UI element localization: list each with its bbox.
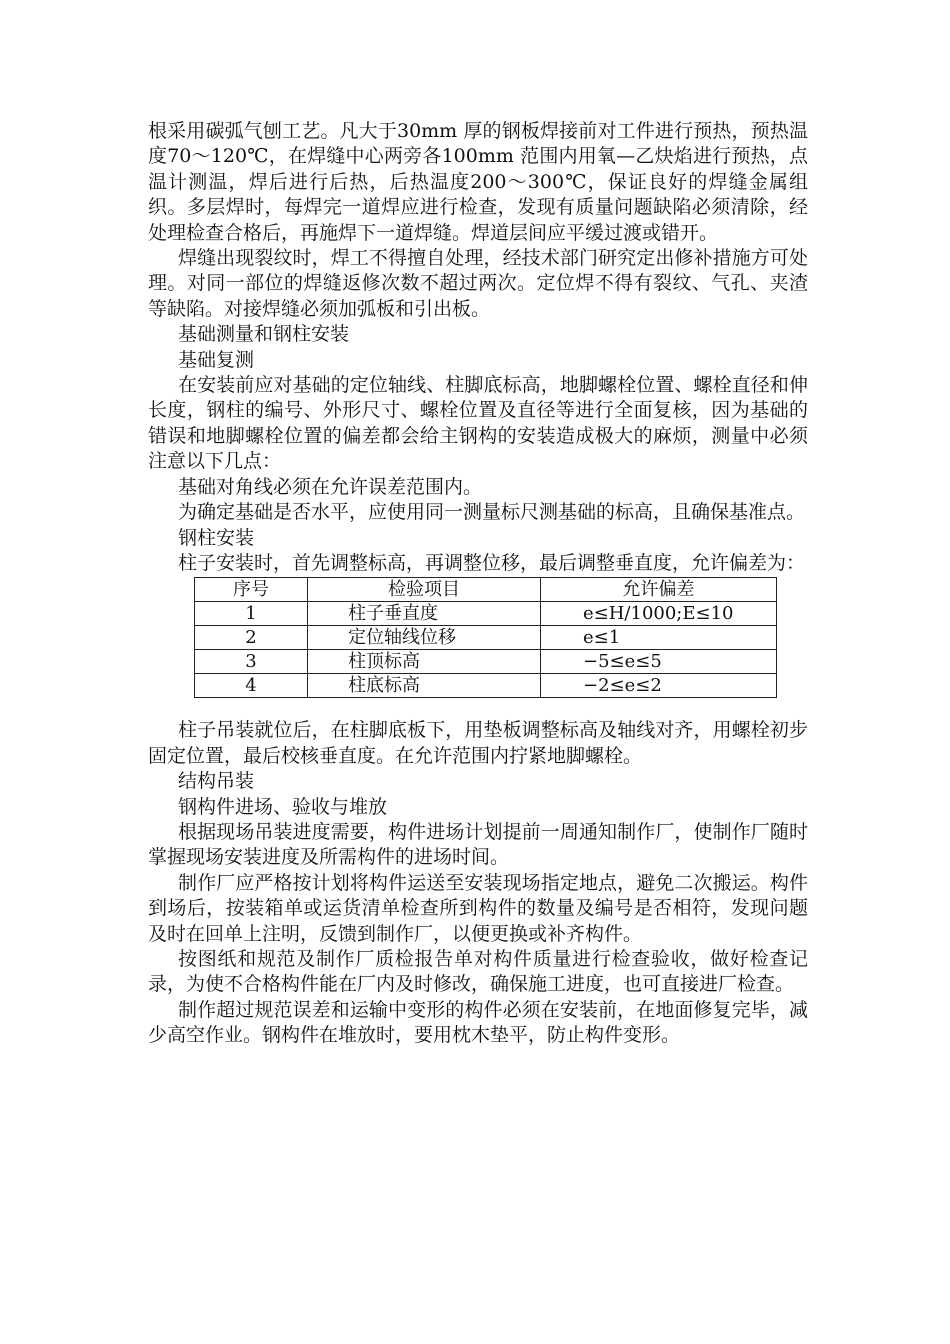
tolerance-table (194, 577, 777, 698)
table-row (195, 674, 777, 698)
paragraph-welding-preheat: 根采用碳弧气刨工艺。凡大于30mm 厚的钢板焊接前对工件进行预热，预热温度70～120℃，在焊缝中心两旁各100mm 范围内用氧—乙炔焰进行预热，点温计测温，焊后进行后热，后热温度200～300℃，保证良好的焊缝金属组织。多层焊时，每焊完一道焊应进行检查，发现有质量问题缺陷必须清除，经处理检查合格后，再施焊下一道焊缝。焊道层间应平缓过渡或错开。 (148, 120, 808, 244)
table-cell-item: 柱子垂直度 (308, 602, 541, 626)
table-cell-index: 1 (195, 602, 308, 626)
table-cell-tolerance: −2≤e≤2 (541, 674, 777, 698)
table-header-row (195, 578, 777, 602)
heading-column-install: 钢柱安装 (178, 526, 255, 549)
paragraph-repair-storage: 制作超过规范误差和运输中变形的构件必须在安装前，在地面修复完毕，减少高空作业。钢构件在堆放时，要用枕木垫平，防止构件变形。 (148, 998, 808, 1047)
table-cell-tolerance: e≤H/1000;E≤10 (541, 602, 777, 626)
table-row (195, 626, 777, 650)
table-cell-item: 柱顶标高 (308, 650, 541, 674)
table-cell-index: 4 (195, 674, 308, 698)
table-header-cell: 序号 (195, 578, 308, 602)
paragraph-column-intro: 柱子安装时，首先调整标高，再调整位移，最后调整垂直度，允许偏差为： (178, 551, 806, 574)
table-header-cell: 允许偏差 (541, 578, 777, 602)
table-cell-item: 定位轴线位移 (308, 626, 541, 650)
table-cell-item: 柱底标高 (308, 674, 541, 698)
table-cell-index: 2 (195, 626, 308, 650)
paragraph-weld-cracks: 焊缝出现裂纹时，焊工不得擅自处理，经技术部门研究定出修补措施方可处理。对同一部位的焊缝返修次数不超过两次。定位焊不得有裂纹、气孔、夹渣等缺陷。对接焊缝必须加弧板和引出板。 (148, 247, 808, 320)
paragraph-recheck: 在安装前应对基础的定位轴线、柱脚底标高，地脚螺栓位置、螺栓直径和伸长度，钢柱的编号、外形尺寸、螺栓位置及直径等进行全面复核，因为基础的错误和地脚螺栓位置的偏差都会给主钢构的安装造成极大的麻烦，测量中必须注意以下几点： (148, 374, 808, 473)
paragraph-diagonal: 基础对角线必须在允许误差范围内。 (178, 475, 483, 498)
heading-foundation-recheck: 基础复测 (178, 348, 255, 371)
table-row (195, 650, 777, 674)
table-row (195, 602, 777, 626)
paragraph-delivery-check: 制作厂应严格按计划将构件运送至安装现场指定地点，避免二次搬运。构件到场后，按装箱单或运货清单检查所到构件的数量及编号是否相符，发现问题及时在回单上注明，反馈到制作厂，以便更换或补齐构件。 (148, 871, 808, 945)
spacer (148, 698, 808, 718)
paragraph-level: 为确定基础是否水平，应使用同一测量标尺测基础的标高，且确保基准点。 (178, 501, 806, 524)
heading-foundation-install: 基础测量和钢柱安装 (178, 323, 350, 346)
heading-components: 钢构件进场、验收与堆放 (178, 795, 388, 818)
paragraph-delivery-plan: 根据现场吊装进度需要，构件进场计划提前一周通知制作厂，使制作厂随时掌握现场安装进度及所需构件的进场时间。 (148, 820, 808, 869)
table-cell-tolerance: −5≤e≤5 (541, 650, 777, 674)
table-cell-tolerance: e≤1 (541, 626, 777, 650)
heading-structure-lift: 结构吊装 (178, 770, 255, 793)
paragraph-quality-check: 按图纸和规范及制作厂质检报告单对构件质量进行检查验收，做好检查记录，为使不合格构件能在厂内及时修改，确保施工进度，也可直接进厂检查。 (148, 947, 808, 996)
table-header-cell: 检验项目 (308, 578, 541, 602)
table-cell-index: 3 (195, 650, 308, 674)
paragraph-column-after: 柱子吊装就位后，在柱脚底板下，用垫板调整标高及轴线对齐，用螺栓初步固定位置，最后校核垂直度。在允许范围内拧紧地脚螺栓。 (148, 719, 808, 767)
document-body (148, 119, 808, 1049)
